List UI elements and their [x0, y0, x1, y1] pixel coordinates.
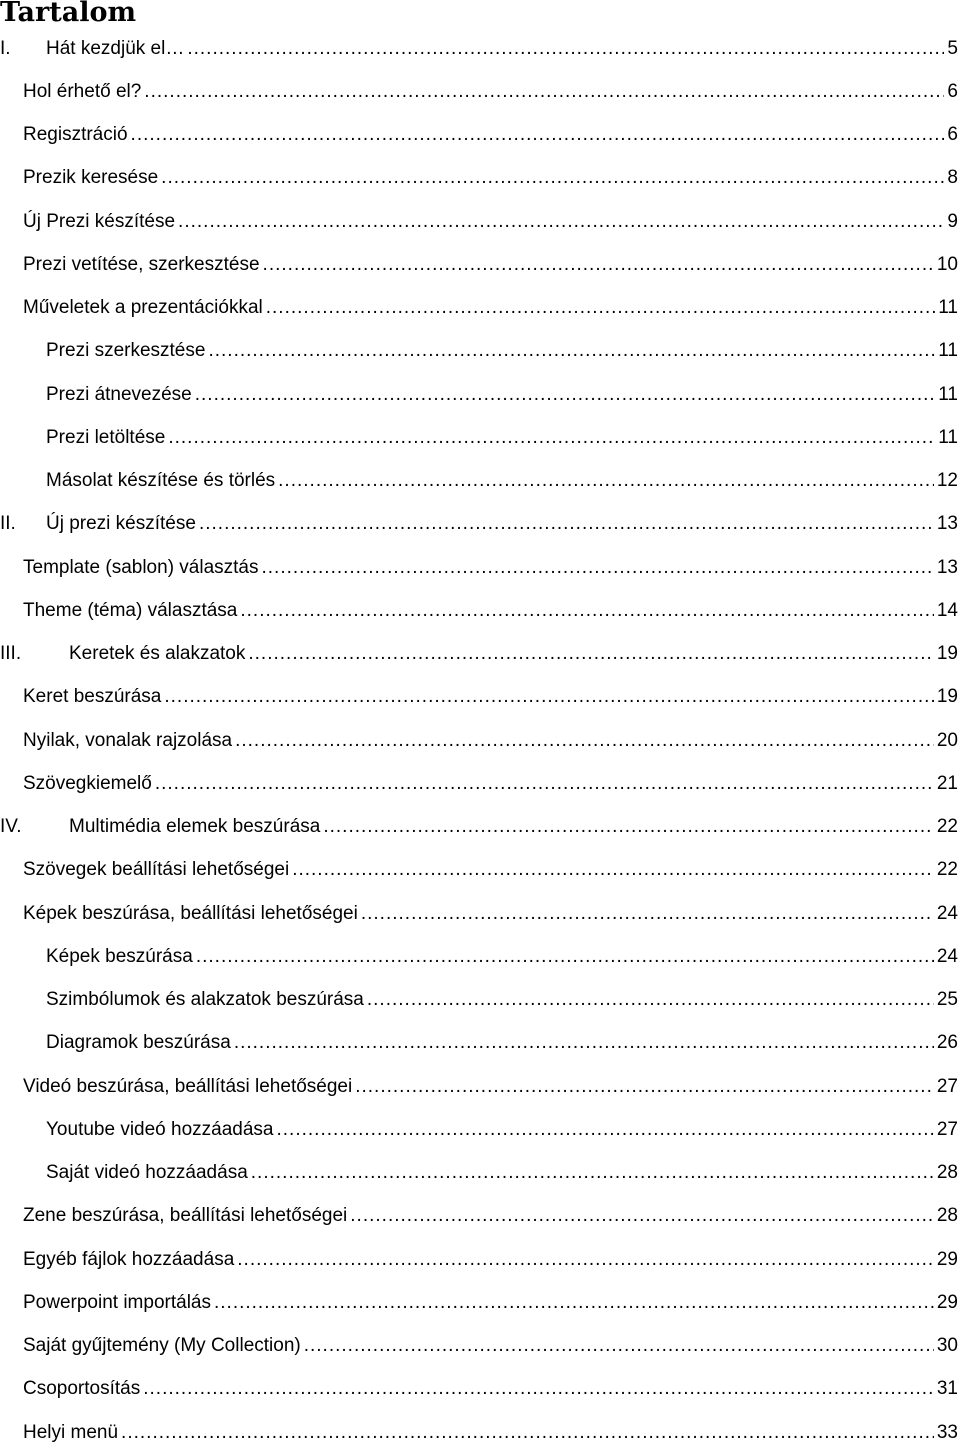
toc-entry[interactable]: [0, 200, 958, 243]
toc-entry-page-number: 21: [936, 772, 958, 794]
toc-title: Tartalom: [0, 0, 137, 28]
toc-entry-page-number: 6: [947, 124, 958, 146]
toc-entry-label: Saját videó hozzáadása: [46, 1162, 248, 1184]
toc-entry-label: Csoportosítás: [23, 1378, 141, 1400]
toc-entry-page-number: 14: [936, 599, 958, 621]
dot-leader: [235, 730, 934, 752]
toc-entry-label: Képek beszúrása: [46, 945, 193, 967]
dot-leader: [323, 816, 934, 838]
dot-leader: [208, 340, 935, 362]
toc-entry[interactable]: [0, 1152, 958, 1195]
toc-entry-label: Szimbólumok és alakzatok beszúrása: [46, 989, 364, 1011]
toc-entry-label: Nyilak, vonalak rajzolása: [23, 729, 233, 751]
toc-entry[interactable]: [0, 546, 958, 589]
toc-entry-label: Zene beszúrása, beállítási lehetőségei: [23, 1205, 348, 1227]
toc-entry-label: Prezi szerkesztése: [46, 340, 206, 362]
toc-entry-page-number: 12: [936, 470, 958, 492]
toc-entry[interactable]: [0, 1022, 958, 1065]
toc-entry[interactable]: [0, 416, 958, 459]
toc-entry[interactable]: [0, 243, 958, 286]
toc-entry[interactable]: [0, 114, 958, 157]
dot-leader: [361, 903, 934, 925]
toc-entry[interactable]: [0, 503, 958, 546]
toc-entry-page-number: 33: [936, 1421, 958, 1443]
toc-entry[interactable]: [0, 287, 958, 330]
toc-entry-label: Keretek és alakzatok: [69, 643, 246, 665]
dot-leader: [144, 81, 944, 103]
toc-entry-label: Prezi vetítése, szerkesztése: [23, 253, 260, 275]
toc-entry-page-number: 11: [938, 297, 958, 319]
toc-entry-page-number: 13: [936, 513, 958, 535]
toc-entry-label: Szövegek beállítási lehetőségei: [23, 859, 290, 881]
toc-entry[interactable]: [0, 633, 958, 676]
dot-leader: [155, 773, 934, 795]
toc-entry-label: Diagramok beszúrása: [46, 1032, 231, 1054]
toc-entry-label: Új Prezi készítése: [23, 210, 176, 232]
toc-entry-number: IV.: [0, 816, 22, 838]
dot-leader: [121, 1422, 934, 1444]
toc-entry[interactable]: [0, 979, 958, 1022]
toc-entry-page-number: 19: [936, 686, 958, 708]
dot-leader: [266, 297, 936, 319]
toc-entry-page-number: 28: [936, 1162, 958, 1184]
toc-entry-page-number: 10: [936, 253, 958, 275]
toc-entry-page-number: 27: [936, 1118, 958, 1140]
dot-leader: [262, 557, 934, 579]
dot-leader: [196, 946, 934, 968]
toc-entry-label: Saját gyűjtemény (My Collection): [23, 1335, 301, 1357]
dot-leader: [214, 1292, 934, 1314]
toc-entry-label: Multimédia elemek beszúrása: [69, 816, 321, 838]
dot-leader: [278, 470, 934, 492]
toc-entry-page-number: 24: [936, 945, 958, 967]
dot-leader: [199, 513, 934, 535]
toc-entry[interactable]: [0, 719, 958, 762]
toc-entry[interactable]: [0, 935, 958, 978]
dot-leader: [277, 1119, 934, 1141]
toc-entry-number: III.: [0, 643, 22, 665]
dot-leader: [292, 859, 934, 881]
toc-entry-page-number: 22: [936, 859, 958, 881]
dot-leader: [131, 124, 945, 146]
toc-entry-page-number: 6: [947, 80, 958, 102]
dot-leader: [240, 600, 934, 622]
toc-entry-label: Template (sablon) választás: [23, 556, 259, 578]
toc-entry-label: Prezi letöltése: [46, 426, 166, 448]
dot-leader: [248, 643, 933, 665]
toc-entry[interactable]: [0, 27, 958, 70]
toc-entry-page-number: 11: [938, 426, 958, 448]
toc-entry-label: Szövegkiemelő: [23, 772, 152, 794]
toc-entry-page-number: 24: [936, 902, 958, 924]
toc-entry[interactable]: [0, 70, 958, 113]
toc-entry-page-number: 29: [936, 1291, 958, 1313]
toc-entry[interactable]: [0, 1238, 958, 1281]
toc-entry-page-number: 9: [947, 210, 958, 232]
toc-entry[interactable]: [0, 460, 958, 503]
toc-entry[interactable]: [0, 849, 958, 892]
toc-entry-label: Képek beszúrása, beállítási lehetőségei: [23, 902, 358, 924]
dot-leader: [350, 1205, 934, 1227]
dot-leader: [263, 254, 934, 276]
toc-entry-label: Regisztráció: [23, 124, 128, 146]
toc-entry[interactable]: [0, 1065, 958, 1108]
toc-list: [0, 27, 958, 1454]
toc-entry-number: I.: [0, 37, 11, 59]
toc-entry-page-number: 26: [936, 1032, 958, 1054]
toc-entry-page-number: 30: [936, 1335, 958, 1357]
toc-entry-label: Videó beszúrása, beállítási lehetőségei: [23, 1075, 353, 1097]
toc-entry[interactable]: [0, 1281, 958, 1324]
toc-entry-page-number: 19: [936, 643, 958, 665]
dot-leader: [367, 989, 934, 1011]
toc-entry[interactable]: [0, 330, 958, 373]
toc-entry-page-number: 11: [938, 383, 958, 405]
dot-leader: [234, 1032, 934, 1054]
toc-entry-page-number: 22: [936, 816, 958, 838]
dot-leader: [143, 1378, 934, 1400]
toc-entry-label: Hát kezdjük el…: [46, 37, 185, 59]
toc-entry-page-number: 27: [936, 1075, 958, 1097]
dot-leader: [251, 1162, 934, 1184]
dot-leader: [187, 38, 944, 60]
toc-entry[interactable]: [0, 1108, 958, 1151]
toc-entry-page-number: 28: [936, 1205, 958, 1227]
toc-entry-label: Powerpoint importálás: [23, 1291, 211, 1313]
toc-entry-label: Egyéb fájlok hozzáadása: [23, 1248, 235, 1270]
toc-entry-page-number: 31: [936, 1378, 958, 1400]
toc-entry-number: II.: [0, 513, 16, 535]
toc-entry[interactable]: [0, 806, 958, 849]
toc-entry[interactable]: [0, 589, 958, 632]
toc-entry-page-number: 11: [938, 340, 958, 362]
toc-entry-label: Műveletek a prezentációkkal: [23, 297, 263, 319]
toc-entry-label: Helyi menü: [23, 1421, 119, 1443]
dot-leader: [355, 1076, 934, 1098]
toc-entry-label: Prezik keresése: [23, 167, 159, 189]
toc-entry-page-number: 13: [936, 556, 958, 578]
dot-leader: [161, 167, 944, 189]
toc-entry-label: Hol érhető el?: [23, 80, 142, 102]
toc-entry-page-number: 25: [936, 989, 958, 1011]
dot-leader: [195, 384, 936, 406]
toc-entry-label: Másolat készítése és törlés: [46, 470, 276, 492]
dot-leader: [168, 427, 935, 449]
toc-entry-label: Keret beszúrása: [23, 686, 162, 708]
toc-entry[interactable]: [0, 373, 958, 416]
toc-entry-label: Új prezi készítése: [46, 513, 196, 535]
dot-leader: [304, 1335, 934, 1357]
toc-entry[interactable]: [0, 892, 958, 935]
toc-entry[interactable]: [0, 1368, 958, 1411]
toc-entry[interactable]: [0, 1325, 958, 1368]
toc-entry-label: Prezi átnevezése: [46, 383, 192, 405]
toc-entry[interactable]: [0, 676, 958, 719]
toc-entry-label: Youtube videó hozzáadása: [46, 1118, 274, 1140]
toc-entry[interactable]: [0, 1195, 958, 1238]
toc-entry-label: Theme (téma) választása: [23, 599, 238, 621]
dot-leader: [237, 1249, 934, 1271]
toc-entry[interactable]: [0, 157, 958, 200]
toc-entry-page-number: 5: [947, 37, 958, 59]
toc-entry-page-number: 29: [936, 1248, 958, 1270]
dot-leader: [178, 211, 944, 233]
toc-entry[interactable]: [0, 762, 958, 805]
dot-leader: [164, 686, 934, 708]
toc-entry-page-number: 20: [936, 729, 958, 751]
toc-entry-page-number: 8: [947, 167, 958, 189]
